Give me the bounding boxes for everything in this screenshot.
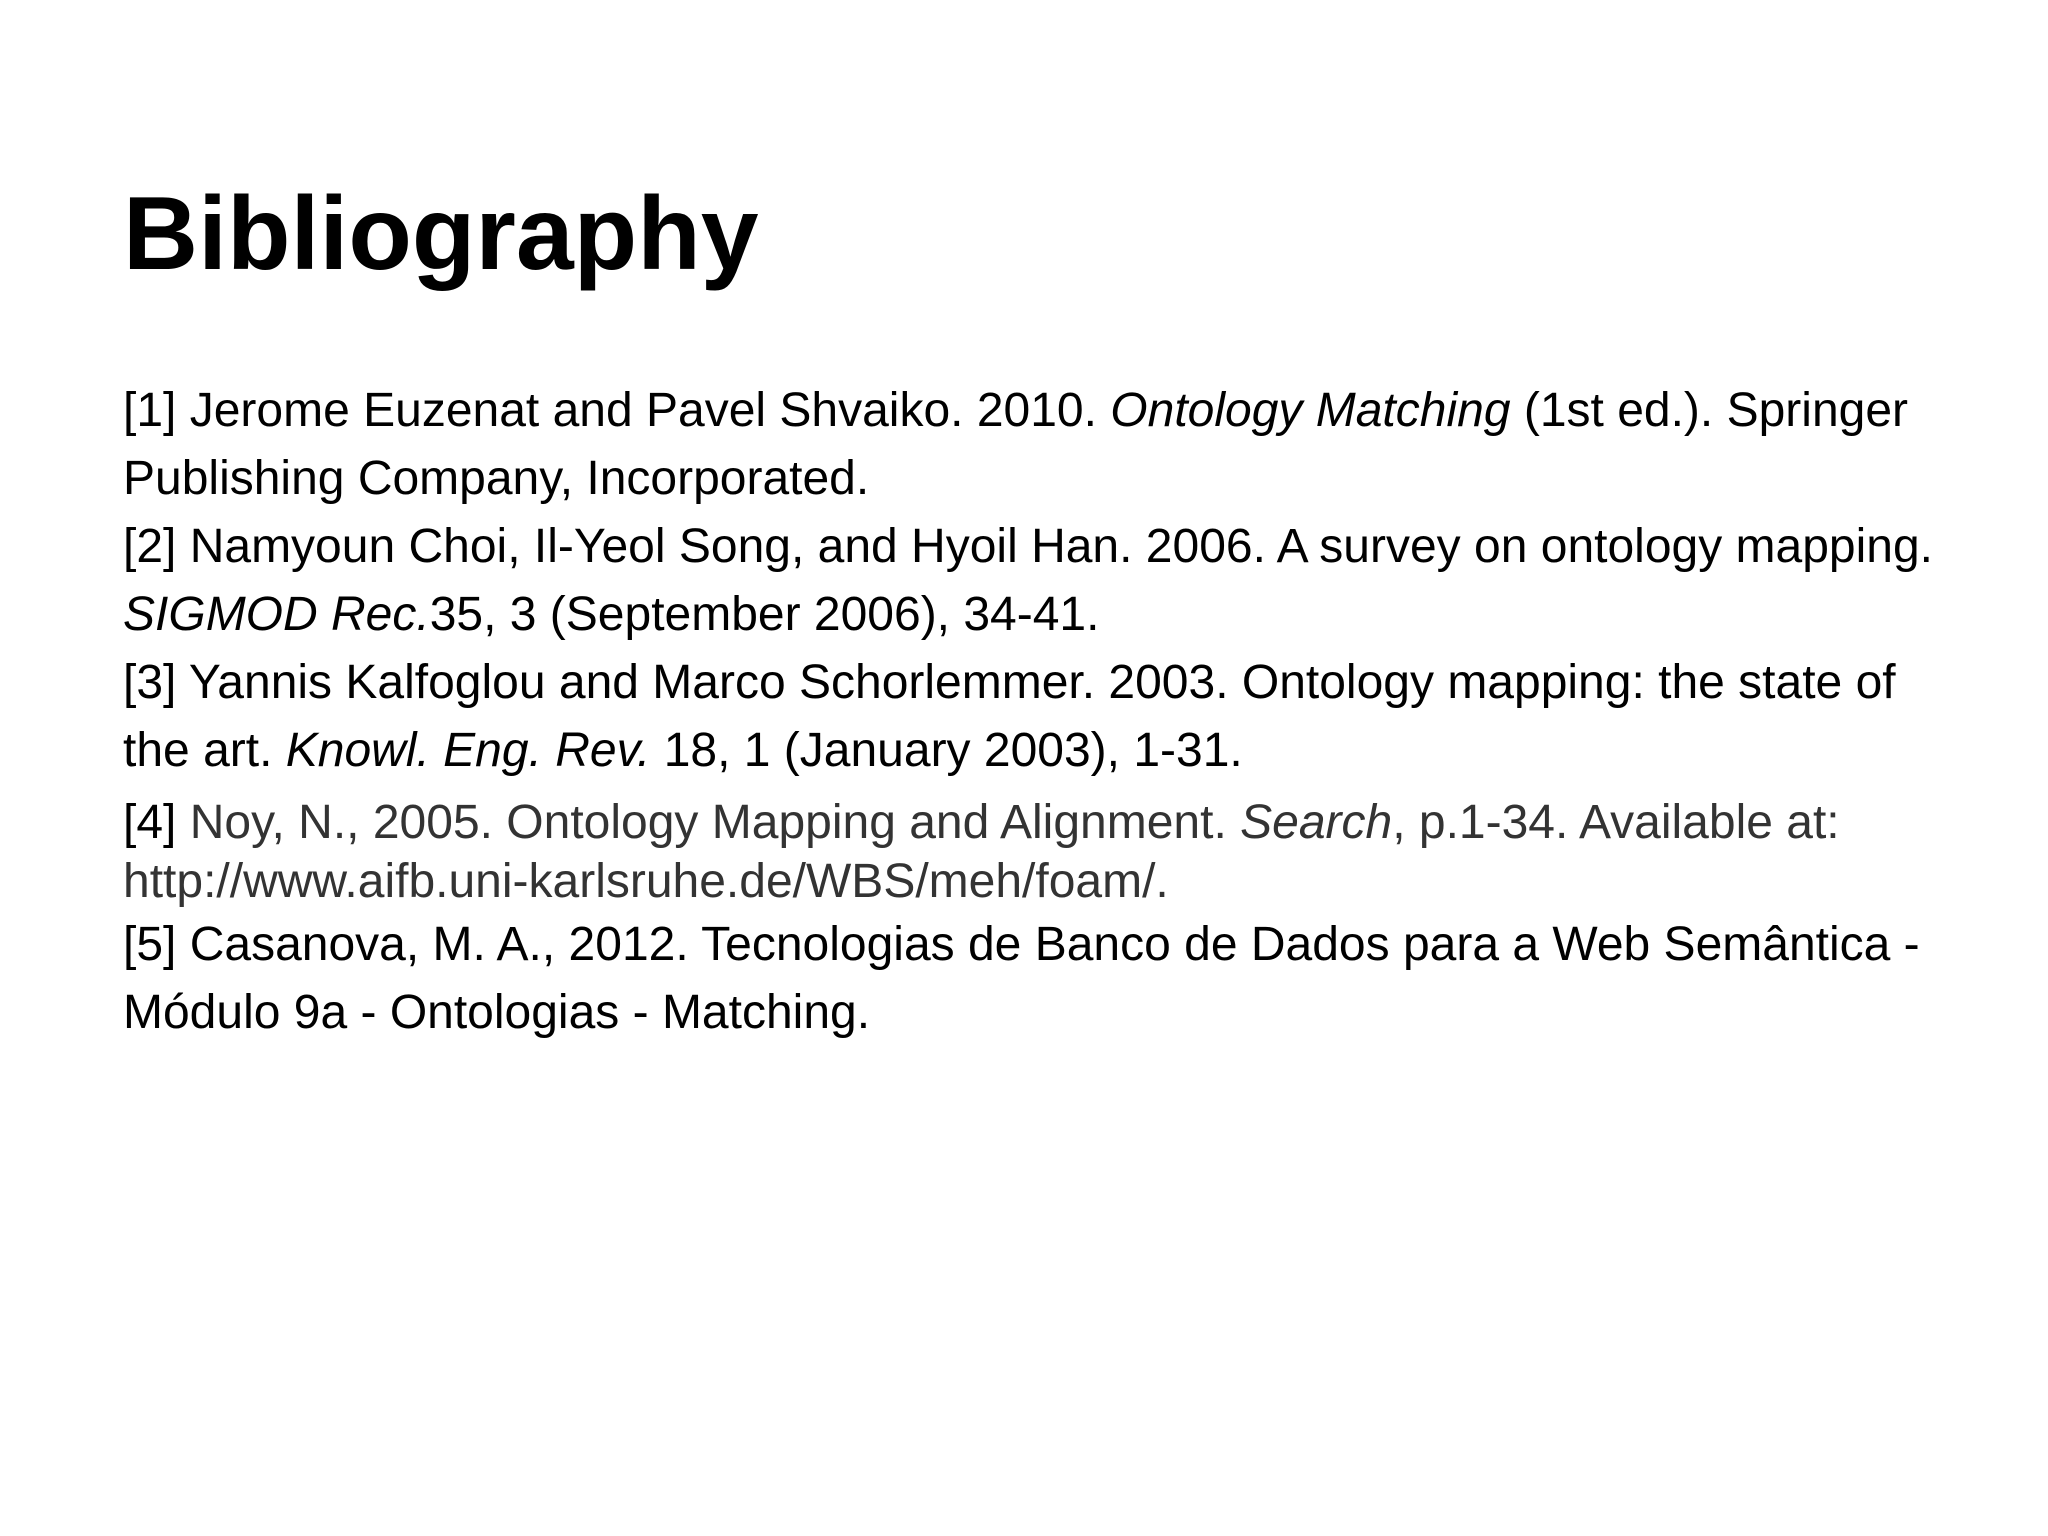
- reference-number: [2]: [123, 520, 177, 573]
- reference-venue: Search: [1240, 796, 1393, 849]
- reference-url: http://www.aifb.uni-karlsruhe.de/WBS/meh/foam/: [123, 855, 1156, 908]
- reference-text: Casanova, M. A., 2012. Tecnologias de Banco de Dados para a Web Semântica - Módulo 9a - Ontologias - Matching.: [123, 918, 1920, 1039]
- reference-4: [123, 793, 1973, 911]
- reference-text: Yannis Kalfoglou and Marco Schorlemmer. 2003. Ontology mapping: the state of the art.: [123, 656, 1896, 777]
- reference-text: .: [1155, 855, 1169, 908]
- reference-number: [3]: [123, 656, 177, 709]
- reference-number: [4]: [123, 796, 177, 849]
- reference-2: [123, 513, 1973, 649]
- reference-list: [123, 377, 1973, 1047]
- reference-text: Namyoun Choi, Il-Yeol Song, and Hyoil Han. 2006. A survey on ontology mapping.: [176, 520, 1934, 573]
- reference-text: 35, 3 (September 2006), 34-41.: [429, 588, 1100, 641]
- reference-number: [5]: [123, 918, 177, 971]
- reference-text: 18, 1 (January 2003), 1-31.: [650, 724, 1243, 777]
- reference-1: [123, 377, 1973, 513]
- reference-text: Noy, N., 2005. Ontology Mapping and Alignment.: [176, 796, 1241, 849]
- reference-venue: SIGMOD Rec.: [123, 588, 430, 641]
- reference-3: [123, 649, 1973, 785]
- reference-text: Jerome Euzenat and Pavel Shvaiko. 2010.: [176, 384, 1111, 437]
- reference-venue: Knowl. Eng. Rev.: [285, 724, 651, 777]
- reference-5: [123, 911, 1973, 1047]
- reference-text: , p.1-34. Available at:: [1392, 796, 1840, 849]
- page-title: Bibliography: [123, 176, 759, 292]
- reference-text: (1st ed.). Springer Publishing Company, Incorporated.: [123, 384, 1909, 505]
- reference-number: [1]: [123, 384, 177, 437]
- reference-venue: Ontology Matching: [1110, 384, 1511, 437]
